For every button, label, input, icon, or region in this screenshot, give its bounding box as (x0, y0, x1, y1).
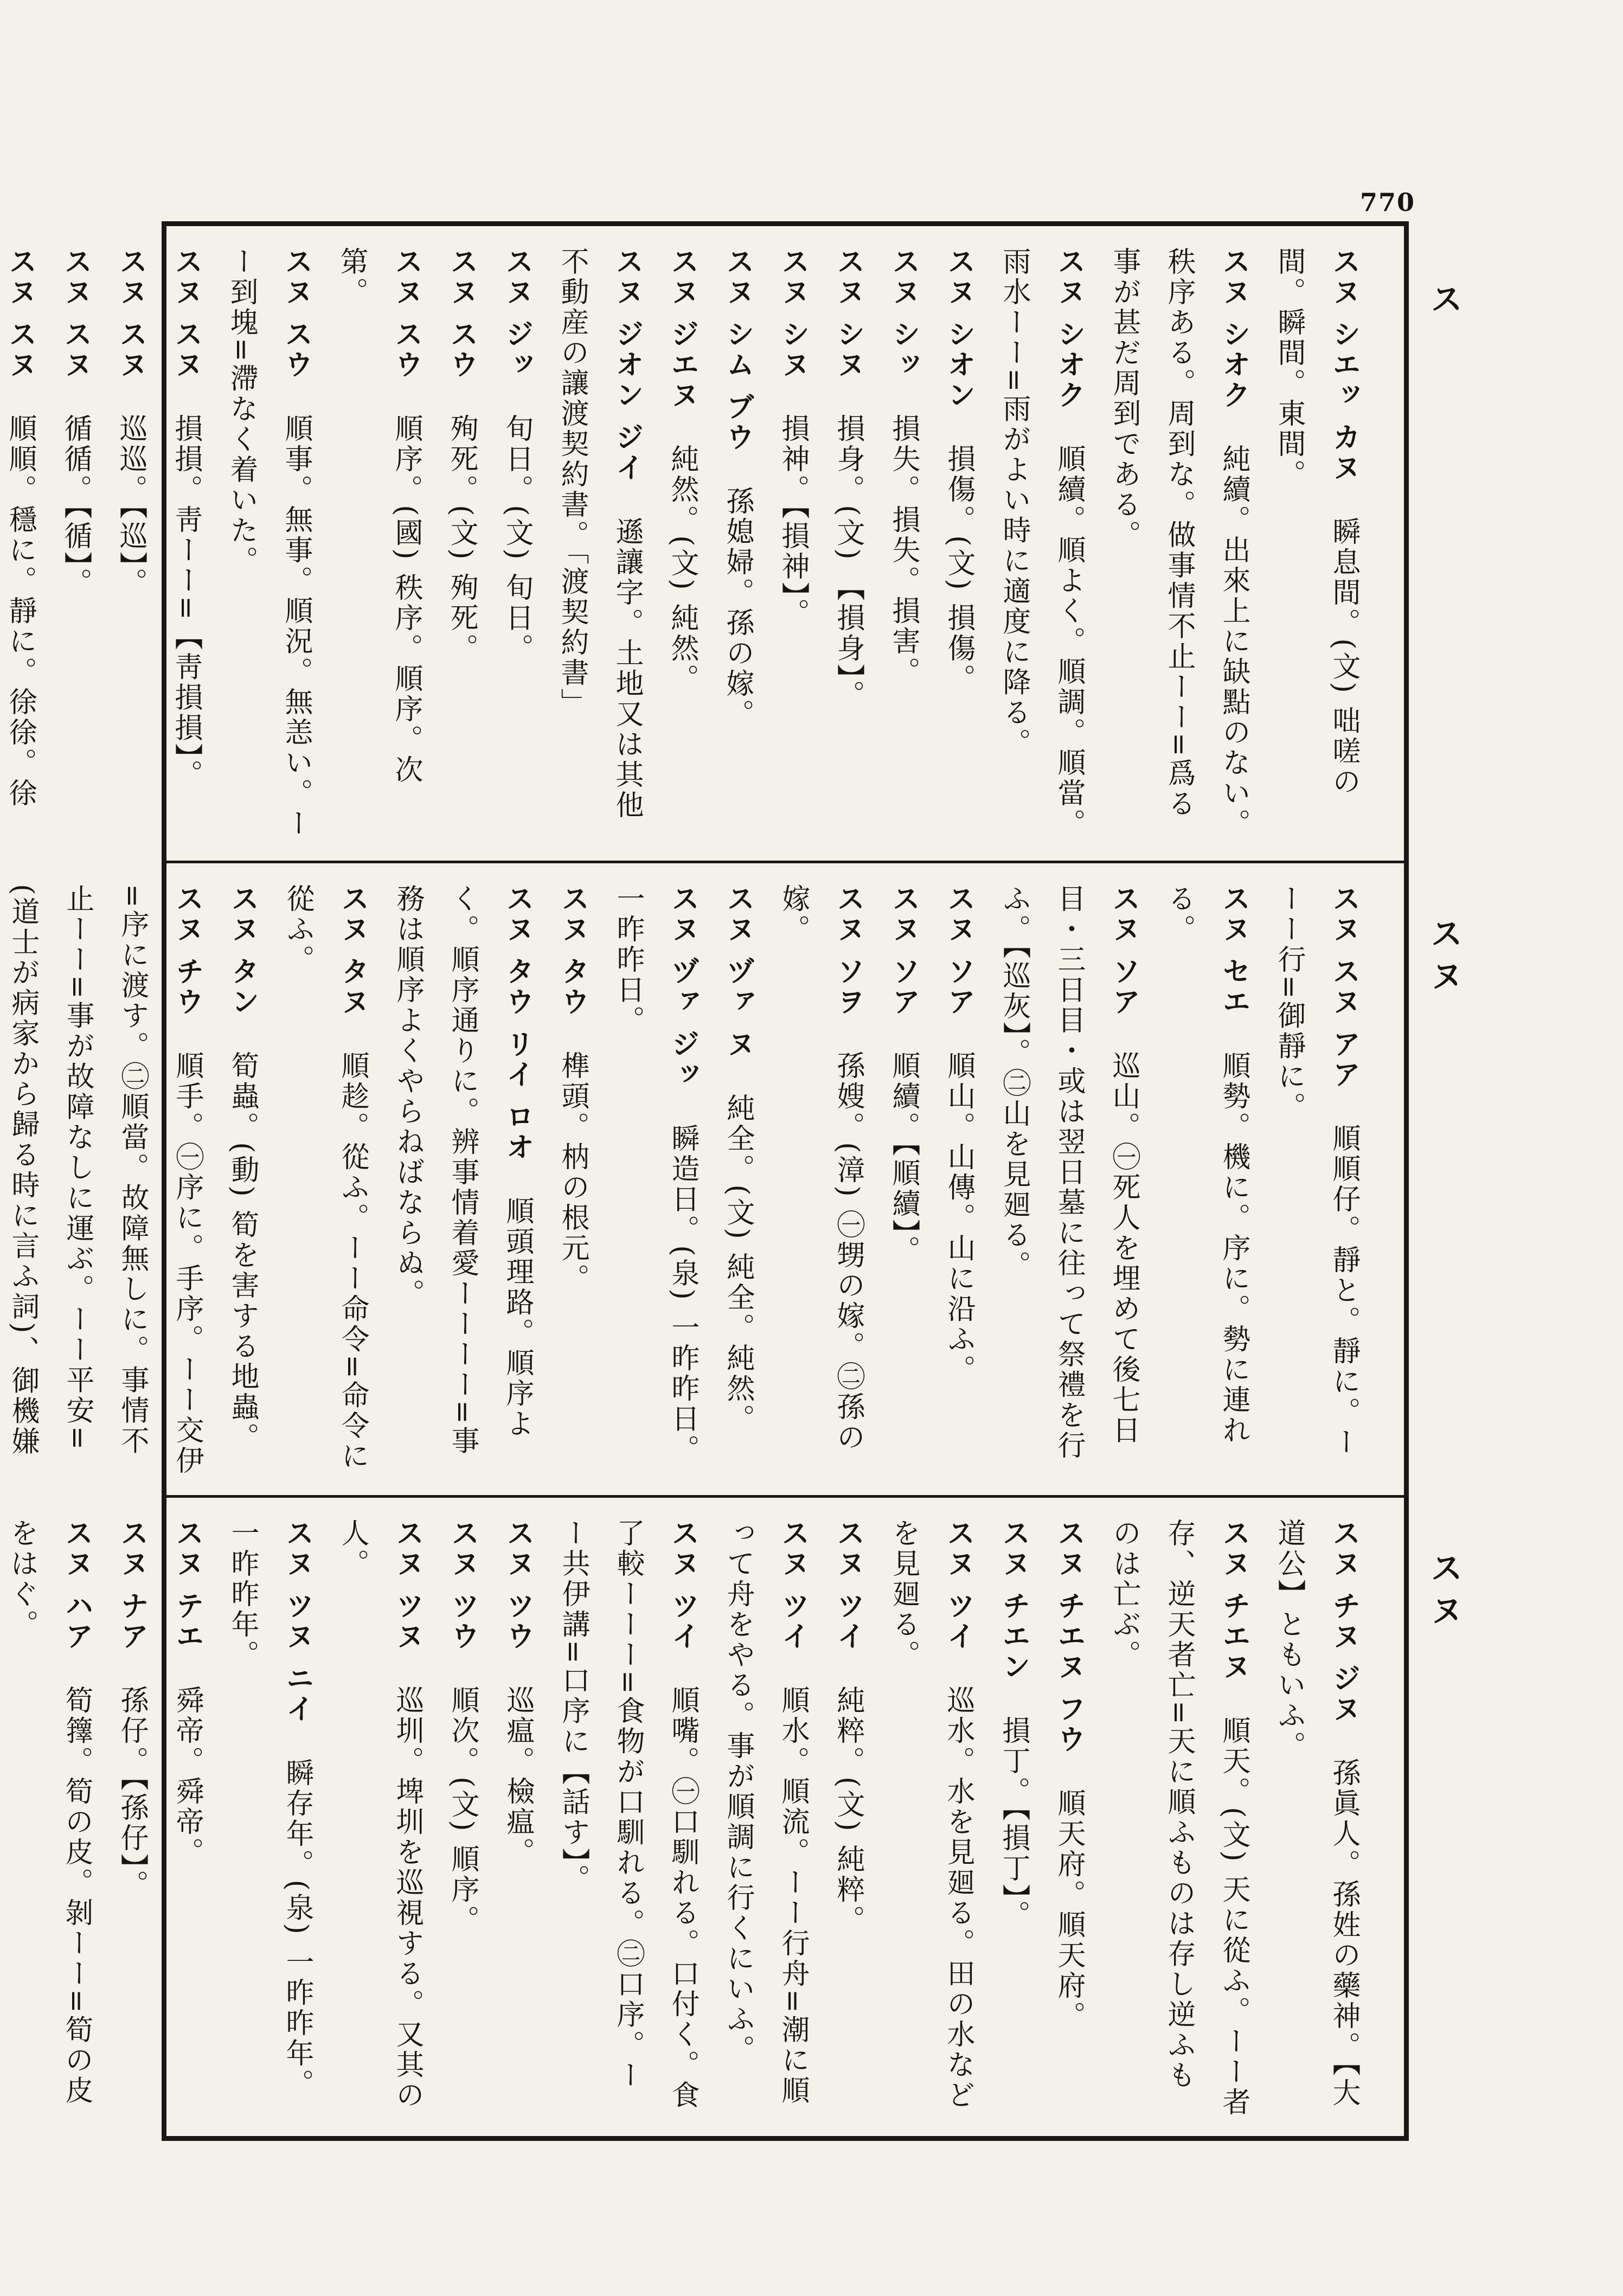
entry-reading: スヌ ナア (116, 1518, 149, 1652)
entry-definition: 順頭理路。順序よく。順序通りに。辨事情着愛ーーーー=事務は順序よくやらねばならぬ。 (392, 884, 534, 1457)
dictionary-entry (820, 1518, 876, 2120)
dictionary-entry (490, 1518, 546, 2120)
dictionary-entry (765, 247, 820, 844)
entry-reading: スヌ チエヌ フウ (1053, 1518, 1086, 1755)
entry-reading: スヌ ジッ (501, 247, 534, 381)
entry-definition: 孫仔。【孫仔】。 (116, 1685, 148, 1901)
entry-reading: スヌ シヌ (832, 247, 865, 381)
dictionary-entry (986, 247, 1096, 844)
dictionary-entry (434, 247, 489, 844)
entry-reading: スヌ ヅァ ジッ (666, 884, 700, 1091)
entry-reading: スヌ シオン (942, 247, 976, 411)
entry-reading: スヌ ソア (1107, 884, 1140, 1018)
entry-definition: 順事。無事。順況。無恙い。ーー到塊=滯なく着いた。 (225, 247, 312, 839)
entry-reading: スヌ ツイ (832, 1518, 865, 1652)
entry-definition: 順勢。機に。序に。勢に連れる。 (1163, 884, 1250, 1446)
dictionary-entry (1041, 1518, 1096, 2120)
dictionary-frame (4, 221, 1409, 2141)
entry-definition: 順序。(國) 秩序。順序。次第。 (335, 247, 422, 786)
entry-definition: 瞬息間。(文) 咄嗟の間。瞬間。東間。 (1273, 247, 1360, 798)
entry-definition: 純全。(文) 純全。純然。 (722, 1093, 754, 1435)
entry-definition: 純然。(文) 純然。 (666, 444, 698, 695)
dictionary-entry (158, 247, 214, 844)
entry-definition: 損神。【損神】。 (777, 414, 809, 629)
dictionary-entry (324, 247, 434, 844)
entry-definition: 順山。山傳。山に沿ふ。 (942, 1051, 975, 1386)
entry-definition: 損損。靑ーー=【靑損損】。 (170, 414, 202, 790)
entry-definition: 順水。順流。ーー行舟=潮に順って舟をやる。事が順調に行くにいふ。 (722, 1518, 809, 2106)
dictionary-entry (710, 884, 766, 1479)
entry-definition: 巡圳。埤圳を巡視する。又其の人。 (336, 1518, 424, 2111)
entry-reading: スヌ シッ (887, 247, 920, 381)
entry-definition: 巡瘟。檢瘟。 (502, 1685, 534, 1868)
entry-definition: 順手。㊀序に。手序。ーー交伊=序に渡す。㊁順當。故障無しに。事情不止ーー=事が故障なしに運ぶ。ーー平安=(道士が病家から歸る時に言ふ詞)、御機嫌 (7, 884, 203, 1477)
entry-reading: スヌ チエヌ (1217, 1518, 1250, 1683)
entry-reading: スヌ セエ (1217, 884, 1250, 1018)
entry-definition: 損失。損失。損害。 (887, 414, 920, 688)
dictionary-entry (215, 884, 270, 1479)
dictionary-entry (710, 1518, 820, 2120)
entry-definition: 孫嫂。(漳) ㊀甥の嫁。㊁孫の嫁。 (777, 884, 864, 1453)
dictionary-entry (215, 1518, 325, 2120)
dictionary-entry (1261, 1518, 1371, 2120)
entry-definition: 順次。(文) 順序。 (446, 1685, 479, 1936)
entry-reading: スヌ ツイ (942, 1518, 975, 1652)
dictionary-entry (820, 247, 876, 844)
page-number: 770 (1360, 188, 1416, 217)
entry-definition: 順順仔。靜と。靜に。ーーー行=御靜に。 (1273, 884, 1360, 1458)
column-header-kana: スヌ (1425, 916, 1463, 1001)
entry-definition: 順順。穩に。靜に。徐徐。徐 (4, 414, 36, 809)
entry-reading: スヌ スヌ (114, 247, 147, 381)
entry-reading: スヌ スウ (280, 247, 313, 381)
entry-reading: スヌ スウ (445, 247, 478, 381)
entry-definition: 瞬存年。(泉) 一昨昨年。一昨昨年。 (226, 1518, 313, 2100)
entry-reading: スヌ シヌ (777, 247, 810, 381)
entry-definition: 純續。出來上に缺點のない。秩序ある。周到な。做事情不止ーー=爲る事が甚だ周到である。 (1108, 247, 1250, 839)
dictionary-entry (159, 1518, 215, 2120)
entry-reading: スヌ シオク (1053, 247, 1086, 411)
dictionary-entry (545, 884, 600, 1479)
entry-definition: 筍蟲。(動) 筍を害する地蟲。 (226, 1051, 259, 1453)
dictionary-entry (270, 884, 380, 1479)
entry-reading: スヌ スヌ アア (1327, 884, 1361, 1091)
entry-reading: スヌ ソア (942, 884, 976, 1018)
entry-reading: スヌ ソア (887, 884, 920, 1018)
column-header-kana: ス (1425, 282, 1463, 324)
entry-reading: スヌ ツウ (502, 1518, 535, 1652)
entry-list (4, 247, 1371, 844)
entry-reading: スヌ ツイ (666, 1518, 700, 1652)
dictionary-entry (0, 884, 215, 1479)
entry-list (5, 1518, 1371, 2120)
dictionary-entry (1261, 884, 1371, 1479)
entry-reading: スヌ ジオン ジイ (611, 247, 644, 484)
entry-definition: 損傷。(文) 損傷。 (942, 444, 975, 695)
entry-reading: スヌ シオク (1217, 247, 1250, 411)
dictionary-entry (0, 247, 48, 844)
dictionary-entry (931, 247, 986, 844)
dictionary-entry (876, 1518, 986, 2120)
dictionary-entry (876, 884, 931, 1479)
entry-reading: スヌ ハア (60, 1518, 93, 1652)
dictionary-entry (435, 1518, 490, 2120)
entry-reading: スヌ ヅァ ヌ (722, 884, 755, 1060)
dictionary-entry (489, 247, 544, 844)
entry-definition: 巡山。㊀死人を埋めて後七日目・三日目・或は翌日墓に往って祭禮を行ふ。【巡灰】。㊁山を見廻る。 (998, 884, 1140, 1461)
entry-definition: 順續。【順續】。 (887, 1051, 920, 1266)
entry-definition: 旬日。(文) 旬日。 (501, 414, 533, 664)
entry-definition: 筍籜。筍の皮。剝ーー=筍の皮をはぐ。 (5, 1518, 93, 2106)
entry-reading: スヌ タウ (556, 884, 589, 1018)
entry-reading: スヌ スヌ (170, 247, 203, 381)
entry-definition: 孫媳婦。孫の嫁。 (721, 486, 754, 730)
entry-reading: スヌ スウ (390, 247, 423, 381)
dictionary-entry (544, 247, 655, 844)
dictionary-entry (710, 247, 765, 844)
entry-reading: スヌ タヌ (336, 884, 369, 1018)
entry-reading: スヌ チヌ ジヌ (1327, 1518, 1361, 1725)
entry-list (7, 884, 1371, 1479)
dictionary-entry (931, 884, 986, 1479)
entry-reading: スヌ ツイ (777, 1518, 810, 1652)
entry-reading: スヌ ツヌ (391, 1518, 424, 1652)
entry-reading: スヌ スヌ (59, 247, 92, 381)
entry-reading: スヌ ツヌ ニイ (281, 1518, 314, 1725)
dictionary-entry (655, 247, 710, 844)
entry-definition: 殉死。(文) 殉死。 (445, 414, 478, 664)
entry-definition: 損丁。【損丁】。 (997, 1716, 1030, 1931)
entry-definition: 純粹。(文) 純粹。 (832, 1685, 864, 1936)
dictionary-entry (986, 884, 1151, 1479)
entry-definition: 巡巡。【巡】。 (114, 414, 147, 599)
dictionary-entry (600, 884, 710, 1479)
dictionary-entry (876, 247, 931, 844)
entry-definition: 順續。順よく。順調。順當。雨水ーー=雨がよい時に適度に降る。 (998, 247, 1085, 839)
entry-definition: 順嘴。㊀口馴れる。口付く。食了較ーーー=食物が口馴れる。㊁口序。ーー共伊講=口序に【話す】。 (557, 1518, 699, 2111)
entry-definition: 順天府。順天府。 (1053, 1788, 1085, 2032)
dictionary-entry (1261, 247, 1371, 844)
entry-reading: スヌ ソヲ (832, 884, 865, 1018)
entry-definition: 順趁。從ふ。ーー命令=命令に從ふ。 (281, 884, 369, 1472)
entry-reading: スヌ シエッ カヌ (1327, 247, 1361, 484)
dictionary-entry (1096, 247, 1261, 844)
dictionary-entry (325, 1518, 435, 2120)
entry-reading: スヌ テエ (171, 1518, 204, 1652)
dictionary-entry (48, 247, 103, 844)
entry-definition: 遜讓字。土地又は其他不動産の讓渡契約書。「渡契約書」 (556, 247, 643, 821)
entry-reading: スヌ チエン (997, 1518, 1030, 1683)
entry-reading: スヌ ツウ (446, 1518, 479, 1652)
entry-definition: 舜帝。舜帝。 (171, 1685, 203, 1868)
dictionary-entry (103, 247, 158, 844)
dictionary-section (7, 861, 1404, 1495)
entry-definition: 損身。(文) 【損身】。 (832, 414, 864, 711)
entry-reading: スヌ チウ (171, 884, 204, 1018)
dictionary-entry (380, 884, 545, 1479)
dictionary-entry (214, 247, 324, 844)
dictionary-section (5, 1495, 1404, 2136)
dictionary-entry (104, 1518, 159, 2120)
dictionary-entry (0, 1518, 104, 2120)
dictionary-section (4, 226, 1404, 861)
entry-reading: スヌ タン (226, 884, 259, 1018)
dictionary-entry (546, 1518, 710, 2120)
entry-reading: スヌ スヌ (4, 247, 37, 381)
entry-definition: 順天。(文) 天に從ふ。ーー者存、逆天者亡=天に順ふものは存し逆ふものは亡ぶ。 (1108, 1518, 1250, 2118)
dictionary-entry (1096, 1518, 1261, 2120)
dictionary-entry (1151, 884, 1261, 1479)
entry-definition: 循循。【循】。 (59, 414, 92, 599)
entry-reading: スヌ シム ブウ (721, 247, 754, 453)
entry-definition: 榫頭。枘の根元。 (556, 1051, 589, 1294)
entry-reading: スヌ タウ リイ ロオ (501, 884, 534, 1163)
entry-reading: スヌ ジエヌ (666, 247, 699, 411)
column-header-kana: スヌ (1425, 1551, 1463, 1636)
dictionary-entry (986, 1518, 1041, 2120)
entry-definition: 瞬造日。(泉) 一昨昨日。一昨昨日。 (612, 884, 699, 1465)
entry-definition: 孫眞人。孫姓の藥神。【大道公】ともいふ。 (1273, 1518, 1360, 2109)
dictionary-entry (766, 884, 876, 1479)
entry-definition: 巡水。水を見廻る。田の水などを見廻る。 (887, 1518, 974, 2111)
